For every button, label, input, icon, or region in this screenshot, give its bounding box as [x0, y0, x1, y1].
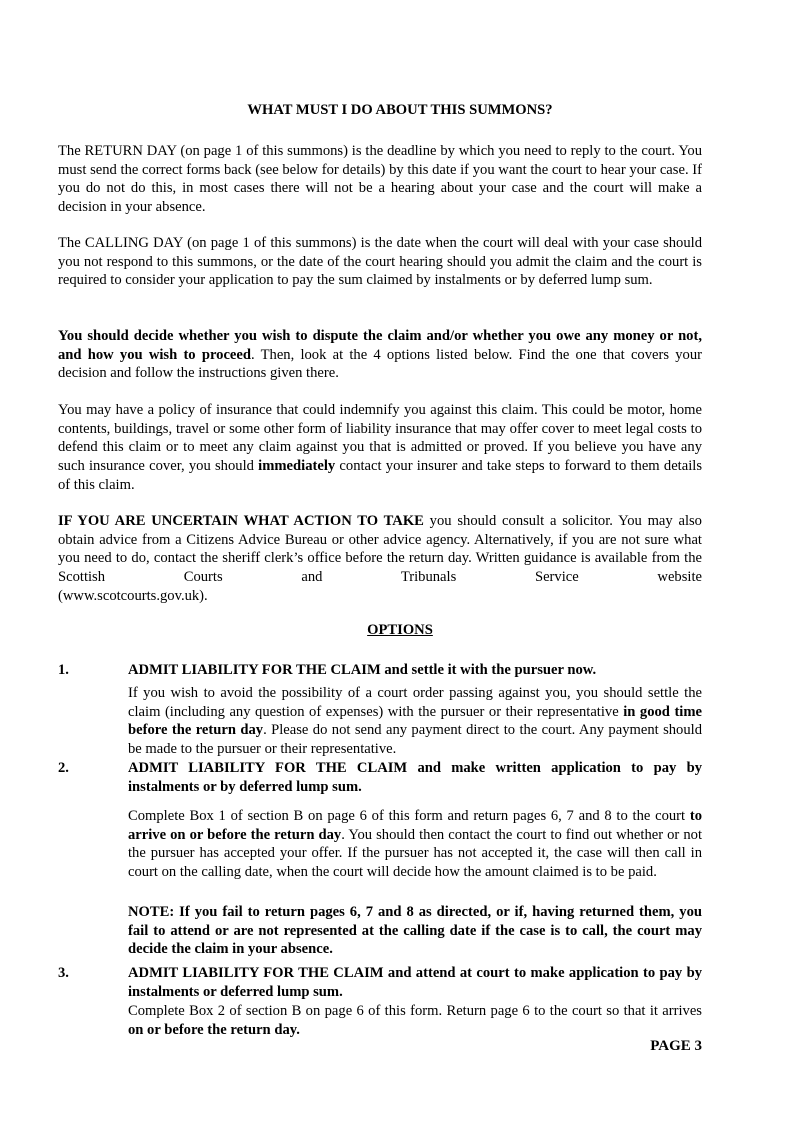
option-1-number: 1.	[58, 662, 69, 678]
calling-day-paragraph: The CALLING DAY (on page 1 of this summons) is the date when the court will deal with your case should you not respond to this summons, or the date of the court hearing should you admit the claim and the court is required to consider your application to pay the sum claimed by instalments or by deferred lump sum.	[58, 235, 702, 289]
option-2-body-text-2: . You should then contact the court to find out whether or not the pursuer has accepted your offer. If the pursuer has not accepted it, the case will then call in court on the calling date, when the court will decide how the amount claimed is to be paid.	[128, 826, 702, 881]
option-2-body	[128, 807, 702, 882]
option-1-body	[128, 684, 702, 759]
option-1-body-text-1: If you wish to avoid the possibility of a court order passing against you, you should settle the claim (including any question of expenses) with the pursuer or their representative	[128, 685, 702, 720]
return-day-paragraph: The RETURN DAY (on page 1 of this summons) is the deadline by which you need to reply to the court. You must send the correct forms back (see below for details) by this date if you want the court to hear your case. If you do not do this, in most cases there will not be a hearing about your case and the court will make a decision in your absence.	[58, 143, 702, 216]
option-1-body-bold: in good time before the return day	[128, 703, 702, 739]
uncertain-paragraph	[58, 512, 702, 606]
insurance-text-2: contact your insurer and take steps to forward to them details of this claim.	[58, 458, 702, 493]
decide-bold-text: You should decide whether you wish to dispute the claim and/or whether you owe any money or not, and how you wish to proceed	[58, 328, 702, 363]
option-3-number: 3.	[58, 965, 69, 981]
insurance-text-1: You may have a policy of insurance that could indemnify you against this claim. This could be motor, home contents, buildings, travel or some other form of liability insurance that may offer cover to meet legal costs to defend this claim or to meet any claim against you that is admitted or proved. If you believe you have any such insurance cover, you should	[58, 402, 702, 475]
uncertain-rest-text: you should consult a solicitor. You may also obtain advice from a Citizens Advice Bureau or other advice agency. Alternatively, if you are not sure what you need to do, contact the sheriff clerk’s office before the return day. Written guidance is available from the Scottish Courts and Tribunals Service website	[58, 513, 702, 586]
page-title: WHAT MUST I DO ABOUT THIS SUMMONS?	[247, 102, 553, 118]
option-3-body-bold: on or before the return day.	[128, 1021, 300, 1038]
insurance-bold-text: immediately	[258, 458, 336, 475]
option-3-body-text-1: Complete Box 2 of section B on page 6 of this form. Return page 6 to the court so that it arrives	[128, 1003, 702, 1019]
uncertain-bold-text: IF YOU ARE UNCERTAIN WHAT ACTION TO TAKE	[58, 513, 424, 529]
insurance-paragraph	[58, 401, 702, 495]
option-2-note: NOTE: If you fail to return pages 6, 7 and 8 as directed, or if, having returned them, you fail to attend or are not represented at the calling date if the case is to call, the court may decide the claim in your absence.	[128, 904, 702, 958]
option-2-body-text-1: Complete Box 1 of section B on page 6 of this form and return pages 6, 7 and 8 to the court	[128, 808, 690, 824]
option-1-heading: ADMIT LIABILITY FOR THE CLAIM and settle it with the pursuer now.	[128, 662, 597, 678]
uncertain-main	[58, 512, 702, 587]
page-number: PAGE 3	[650, 1038, 702, 1054]
decide-rest-text: . Then, look at the 4 options listed below. Find the one that covers your decision and follow the instructions given there.	[58, 346, 703, 382]
website-url: (www.scotcourts.gov.uk).	[58, 587, 208, 604]
option-2-number: 2.	[58, 760, 69, 776]
decide-paragraph	[58, 327, 702, 383]
option-3-heading: ADMIT LIABILITY FOR THE CLAIM and attend at court to make application to pay by instalments or deferred lump sum.	[128, 965, 702, 1000]
option-1-body-text-2: . Please do not send any payment direct to the court. Any payment should be made to the pursuer or their representative.	[128, 722, 702, 758]
option-3-body	[128, 1002, 702, 1039]
option-2-body-bold: to arrive on or before the return day	[128, 808, 702, 843]
options-heading: OPTIONS	[367, 622, 433, 638]
option-2-heading: ADMIT LIABILITY FOR THE CLAIM and make written application to pay by instalments or by deferred lump sum.	[128, 760, 702, 795]
